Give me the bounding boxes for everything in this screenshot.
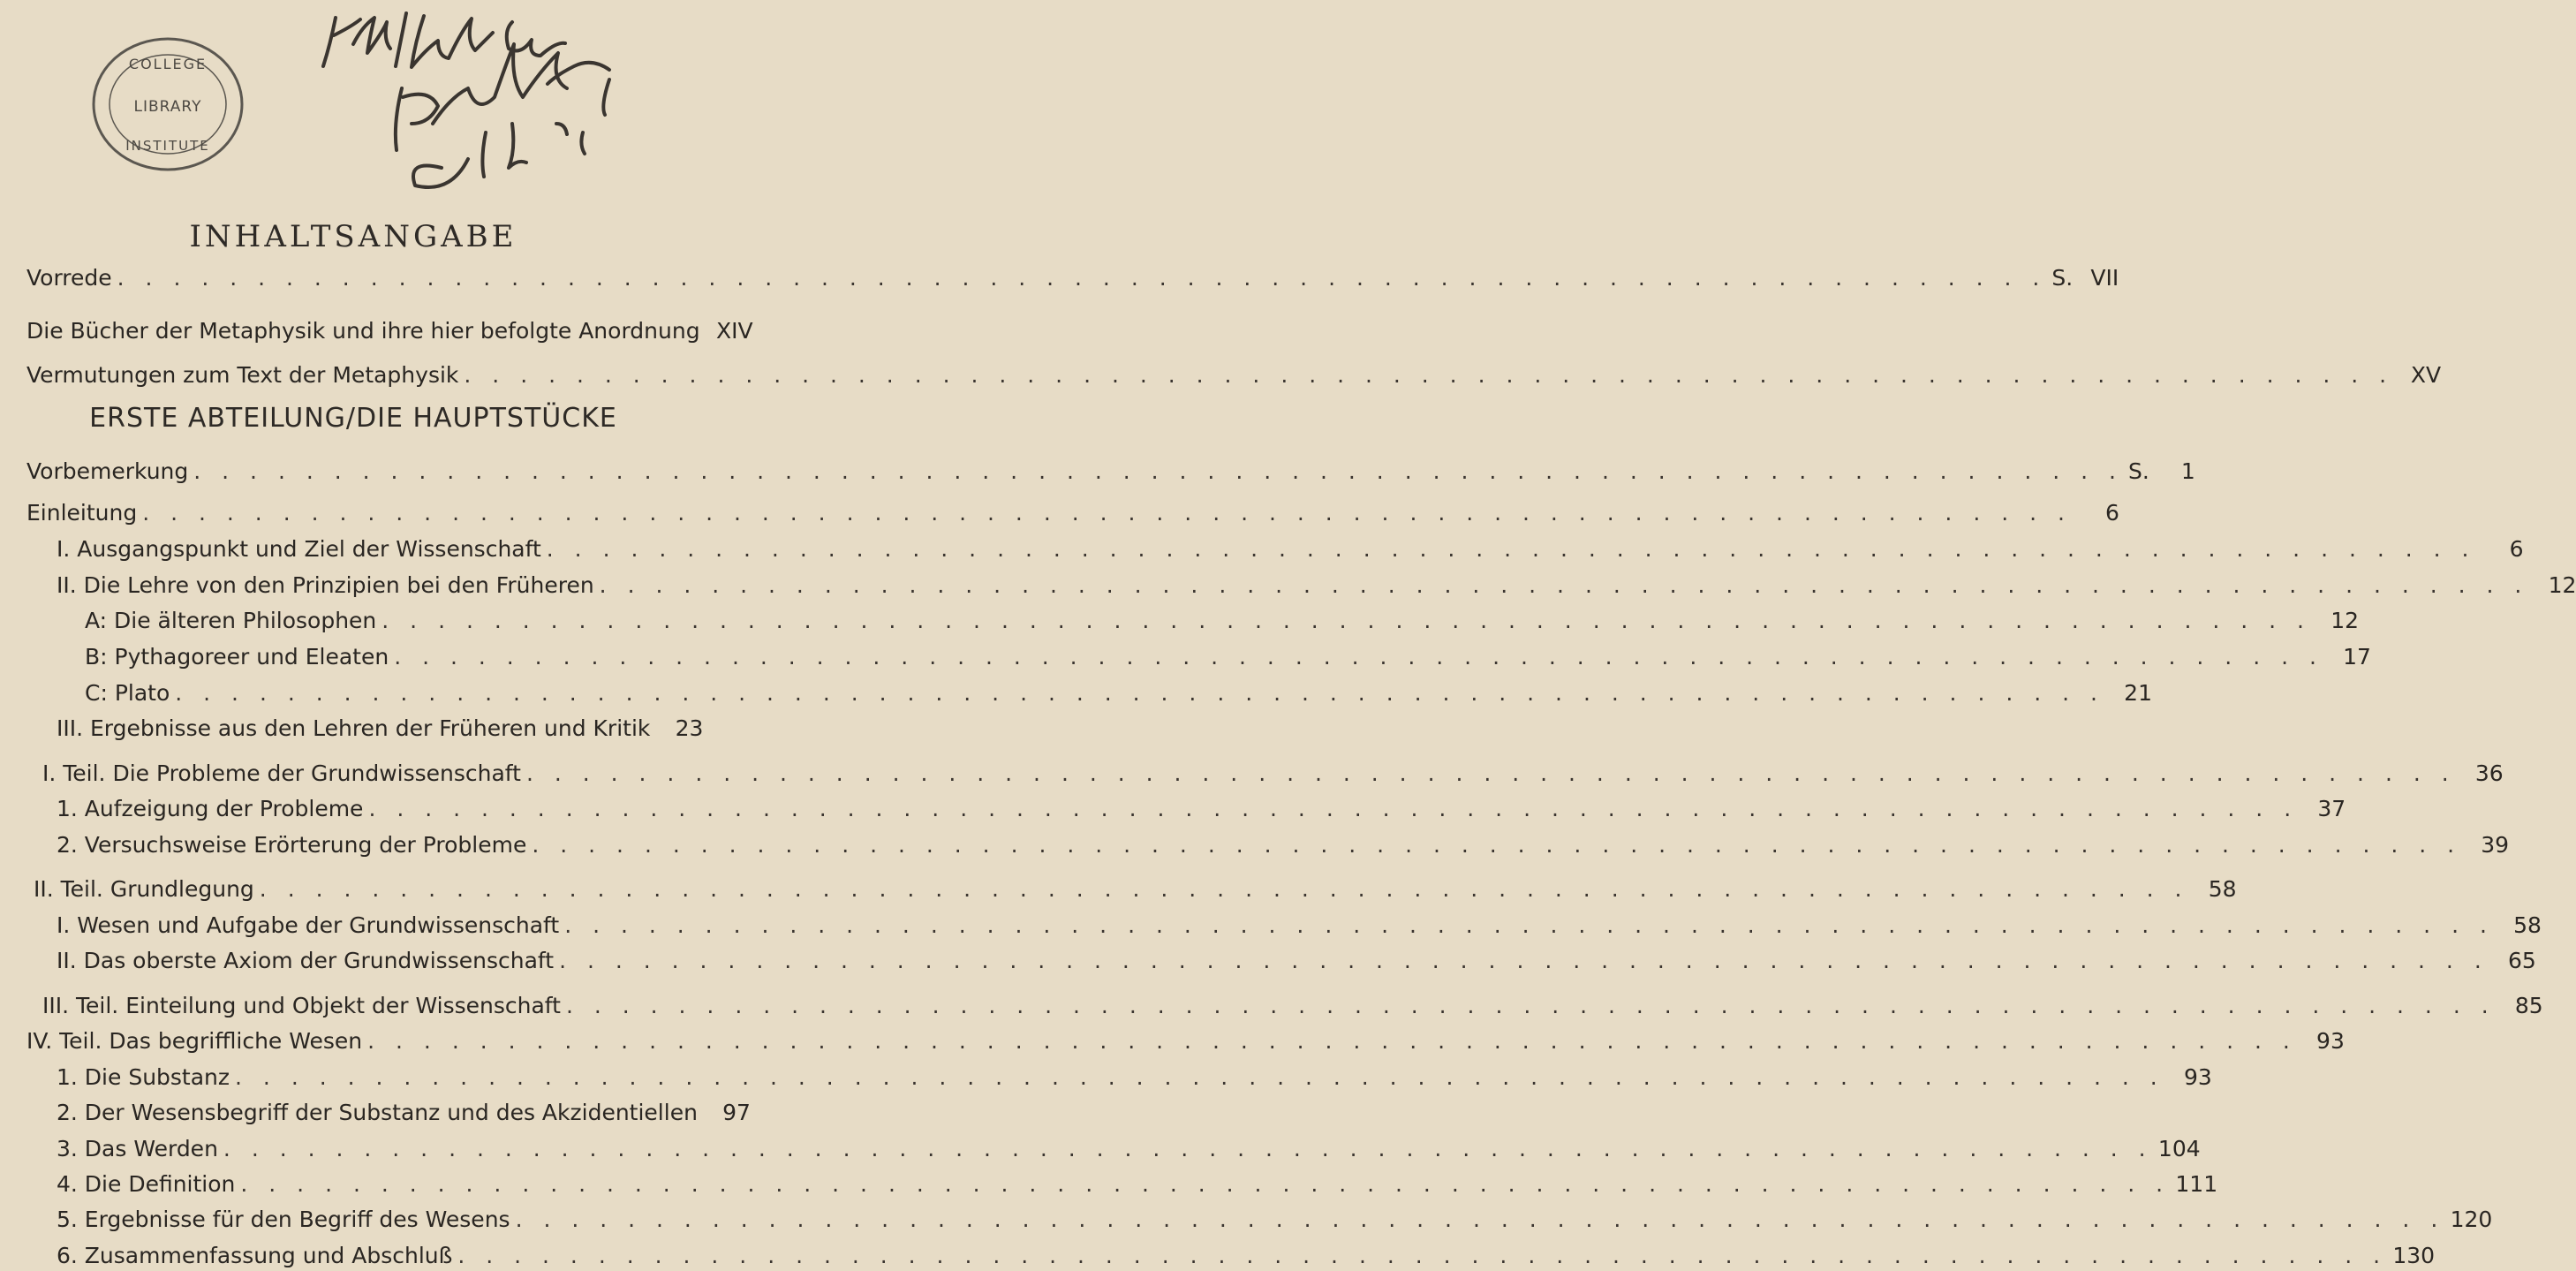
toc-entry-page-number: 39 <box>2481 832 2510 858</box>
toc-entry-page-number: 93 <box>2316 1028 2345 1054</box>
toc-entry-page-number: 23 <box>675 715 704 741</box>
toc-entry-title: II. Die Lehre von den Prinzipien bei den Früheren <box>57 572 594 598</box>
dot-leader <box>457 1241 2387 1271</box>
dot-leader <box>368 794 2298 824</box>
dot-leader <box>547 534 2476 564</box>
toc-entry <box>26 263 2119 293</box>
signature-text: Karl Wittmann <box>221 0 228 1</box>
toc-entry-title: II. Das oberste Axiom der Grundwissenschaft <box>57 948 555 973</box>
toc-entry-page-number: 104 <box>2157 1136 2201 1161</box>
toc-entry-title: I. Teil. Die Probleme der Grundwissenschaft <box>42 760 521 786</box>
toc-entry-title: I. Ausgangspunkt und Ziel der Wissenschaft <box>57 536 541 562</box>
toc-entry <box>42 991 2543 1021</box>
toc-entry <box>85 642 2371 672</box>
toc-entry <box>57 911 2542 941</box>
stamp-middle-text: LIBRARY <box>133 98 202 116</box>
toc-entry <box>57 830 2510 860</box>
dot-leader <box>223 1134 2153 1164</box>
toc-entry <box>26 1026 2345 1056</box>
dot-leader <box>566 991 2496 1021</box>
toc-entry-title: Vermutungen zum Text der Metaphysik <box>26 362 459 388</box>
dot-leader <box>564 911 2494 941</box>
toc-entry-page-number: 58 <box>2513 912 2542 938</box>
toc-entry-title: 5. Ergebnisse für den Begriff des Wesens <box>57 1207 510 1232</box>
toc-entry-title: Vorrede <box>26 265 112 291</box>
handwritten-signature <box>221 0 706 203</box>
toc-entry-title: III. Ergebnisse aus den Lehren der Früheren und Kritik <box>57 715 651 741</box>
toc-entry-page-number: 58 <box>2208 876 2237 902</box>
toc-entry-page-prefix: S. <box>2127 458 2149 484</box>
toc-entry-title: 3. Das Werden <box>57 1136 218 1161</box>
toc-entry-page-number: XIV <box>715 318 753 344</box>
toc-entry <box>57 1205 2493 1235</box>
section-heading: ERSTE ABTEILUNG/DIE HAUPTSTÜCKE <box>89 403 617 434</box>
stamp-bottom-text: INSTITUTE <box>125 138 210 154</box>
toc-entry <box>26 498 2119 528</box>
toc-entry-title: C: Plato <box>85 680 170 706</box>
toc-entry-title: 2. Versuchsweise Erörterung der Probleme <box>57 832 527 858</box>
toc-entry-title: 4. Die Definition <box>57 1171 236 1197</box>
toc-entry-title: A: Die älteren Philosophen <box>85 608 377 633</box>
stamp-top-text: COLLEGE <box>128 56 208 72</box>
dot-leader <box>559 946 2489 976</box>
toc-entry <box>57 1098 751 1128</box>
toc-entry <box>26 457 2195 487</box>
toc-entry-page-number: VII <box>2090 265 2119 291</box>
toc-entry-title: Vorbemerkung <box>26 458 189 484</box>
toc-entry-page-number: 97 <box>722 1100 751 1125</box>
toc-entry <box>34 874 2237 904</box>
toc-entry-title: I. Wesen und Aufgabe der Grundwissenschaft <box>57 912 560 938</box>
toc-entry-page-number: 65 <box>2507 948 2536 973</box>
dot-leader <box>235 1063 2164 1093</box>
toc-entry <box>57 946 2536 976</box>
toc-entry-page-number: 111 <box>2175 1171 2218 1197</box>
toc-entry-page-number: 6 <box>2105 500 2119 526</box>
toc-entry-title: III. Teil. Einteilung und Objekt der Wissenschaft <box>42 993 561 1018</box>
dot-leader <box>600 571 2529 601</box>
toc-entry <box>57 714 704 744</box>
toc-entry <box>26 360 2442 390</box>
toc-entry-title: 2. Der Wesensbegriff der Substanz und des Akzidentiellen <box>57 1100 698 1125</box>
dot-leader <box>142 498 2072 528</box>
dot-leader <box>260 874 2189 904</box>
dot-leader <box>175 678 2104 708</box>
toc-entry <box>57 1063 2212 1093</box>
dot-leader <box>381 606 2311 636</box>
toc-entry-page-number: 17 <box>2343 644 2371 670</box>
toc-entry-page-number: 1 <box>2180 458 2195 484</box>
dot-leader <box>526 759 2456 789</box>
toc-entry-page-number: 12 <box>2330 608 2359 633</box>
toc-entry-page-number: 6 <box>2509 536 2524 562</box>
toc-entry <box>57 1134 2201 1164</box>
toc-entry <box>42 759 2504 789</box>
dot-leader <box>394 642 2323 672</box>
page-title: INHALTSANGABE <box>189 219 517 254</box>
toc-entry <box>57 571 2576 601</box>
toc-entry-title: 1. Die Substanz <box>57 1064 230 1090</box>
dot-leader <box>117 263 2047 293</box>
toc-entry-page-number: 120 <box>2450 1207 2493 1232</box>
dot-leader <box>464 360 2393 390</box>
toc-entry <box>57 794 2346 824</box>
toc-entry-title: IV. Teil. Das begriffliche Wesen <box>26 1028 363 1054</box>
dot-leader <box>240 1169 2170 1199</box>
toc-entry-page-number: 36 <box>2474 760 2504 786</box>
dot-leader <box>516 1205 2445 1235</box>
toc-entry-title: 1. Aufzeigung der Probleme <box>57 796 364 821</box>
toc-entry-title: B: Pythagoreer und Eleaten <box>85 644 389 670</box>
toc-entry-page-number: 37 <box>2317 796 2346 821</box>
toc-entry-title: 6. Zusammenfassung und Abschluß <box>57 1243 453 1268</box>
toc-entry-page-number: 130 <box>2392 1243 2436 1268</box>
toc-entry-page-prefix: S. <box>2051 265 2074 291</box>
toc-entry-page-number: 93 <box>2183 1064 2212 1090</box>
toc-entry <box>85 606 2359 636</box>
toc-entry-page-number: 21 <box>2124 680 2152 706</box>
toc-entry-page-number: 12 <box>2548 572 2576 598</box>
toc-entry <box>26 316 753 346</box>
toc-entry-title: II. Teil. Grundlegung <box>34 876 254 902</box>
dot-leader <box>193 457 2123 487</box>
toc-entry-page-number: 85 <box>2514 993 2543 1018</box>
dot-leader <box>532 830 2461 860</box>
toc-entry <box>57 1169 2218 1199</box>
toc-entry-title: Die Bücher der Metaphysik und ihre hier befolgte Anordnung <box>26 318 700 344</box>
toc-entry <box>57 534 2524 564</box>
dot-leader <box>367 1026 2297 1056</box>
toc-entry-page-number: XV <box>2410 362 2442 388</box>
toc-entry-title: Einleitung <box>26 500 138 526</box>
toc-entry <box>85 678 2152 708</box>
toc-entry <box>57 1241 2436 1271</box>
